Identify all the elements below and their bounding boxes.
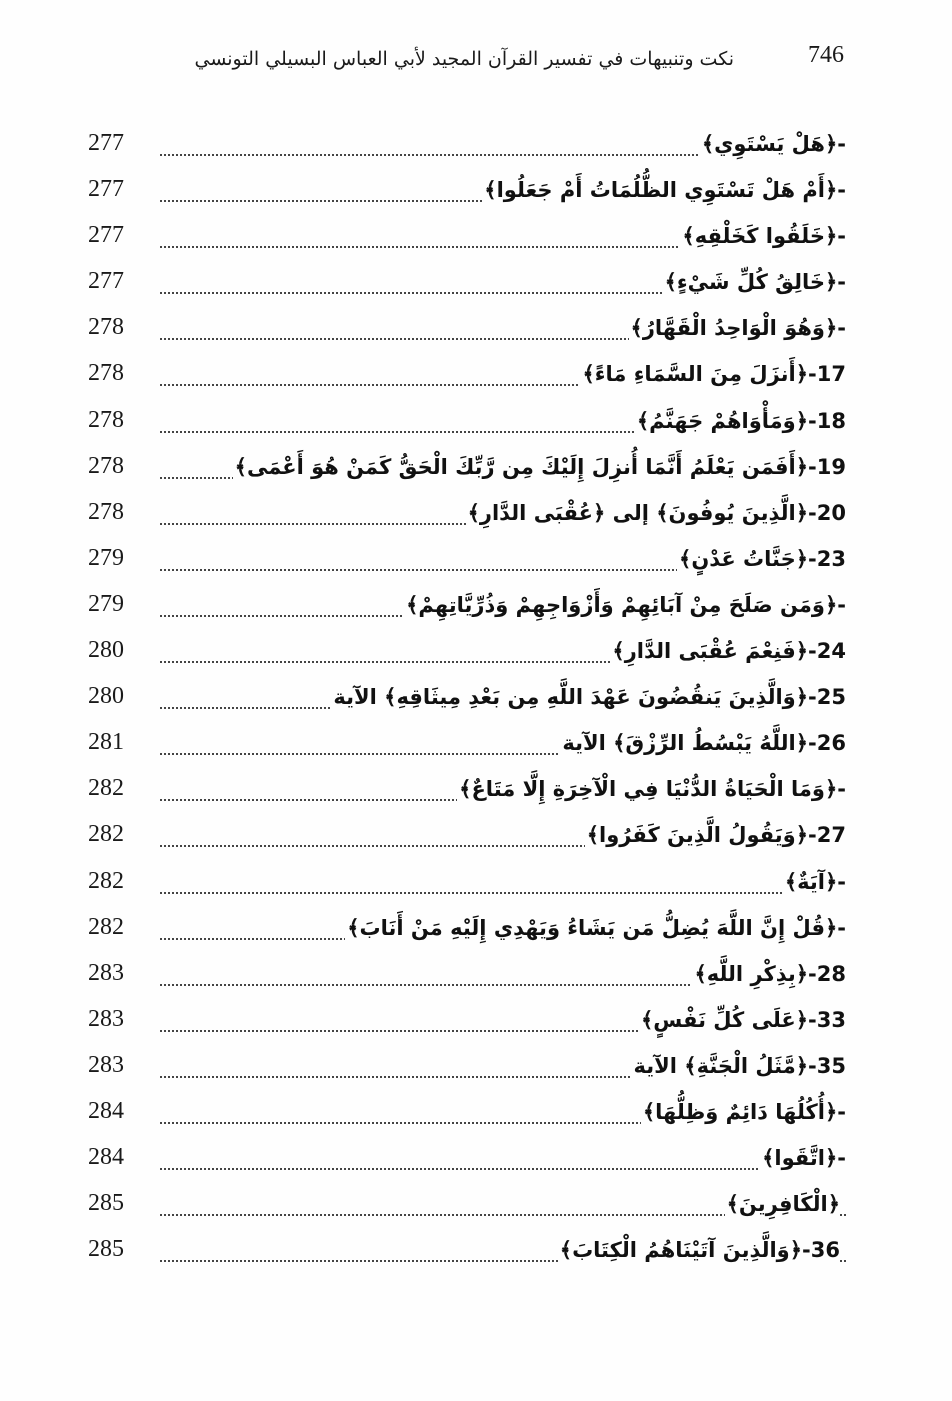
- toc-entry: [88, 262, 846, 308]
- toc-page-number: 277: [88, 222, 124, 249]
- toc-entry: [88, 447, 846, 493]
- toc-entry: [88, 1138, 846, 1184]
- toc-entry-text: ﴿الْكَافِرِينَ﴾: [726, 1192, 840, 1217]
- toc-entry: [88, 954, 846, 1000]
- toc-entry-text: 28-﴿بِذِكْرِ اللَّهِ﴾: [694, 961, 846, 986]
- toc-entry-text: 18-﴿وَمَأْوَاهُمْ جَهَنَّمُ﴾: [636, 408, 846, 433]
- toc-entry: [88, 908, 846, 954]
- toc-entry: [88, 401, 846, 447]
- toc-entry-text: -﴿وَمَن صَلَحَ مِنْ آبَائِهِمْ وَأَزْوَاجِهِمْ وَذُرِّيَّاتِهِمْ﴾: [406, 592, 846, 617]
- toc-page-number: 278: [88, 360, 124, 387]
- toc-entry: [88, 216, 846, 262]
- toc-page-number: 284: [88, 1144, 124, 1171]
- toc-entry-text: -﴿اتَّقَوا﴾: [762, 1146, 846, 1171]
- toc-page-number: 278: [88, 314, 124, 341]
- toc-entry-text: 19-﴿أَفَمَن يَعْلَمُ أَنَّمَا أُنزِلَ إِلَيْكَ مِن رَّبِّكَ الْحَقُّ كَمَنْ هُوَ أَعْمَى﴾: [234, 454, 846, 479]
- toc-entry-text: 20-﴿الَّذِينَ يُوفُونَ﴾ إلى ﴿عُقْبَى الدَّارِ﴾: [467, 500, 846, 525]
- toc-entry-text: -﴿خَلَقُوا كَخَلْقِهِ﴾: [682, 224, 846, 249]
- toc-entry: [88, 723, 846, 769]
- toc-page-number: 285: [88, 1190, 124, 1217]
- toc-page-number: 280: [88, 683, 124, 710]
- toc-entry-text: -﴿أَمْ هَلْ تَسْتَوِي الظُّلُمَاتُ أَمْ جَعَلُوا﴾: [484, 178, 846, 203]
- toc-page-number: 282: [88, 821, 124, 848]
- toc-entry: [88, 539, 846, 585]
- toc-page-number: 280: [88, 637, 124, 664]
- toc-entry-text: -﴿آيَةٌ﴾: [784, 869, 846, 894]
- toc-entry: [88, 769, 846, 815]
- running-header: نكت وتنبيهات في تفسير القرآن المجيد لأبي العباس البسيلي التونسي: [194, 48, 734, 70]
- toc-entry: [88, 493, 846, 539]
- toc-entry-text: 23-﴿جَنَّاتُ عَدْنٍ﴾: [679, 546, 846, 571]
- toc-entry-text: -﴿وَمَا الْحَيَاةُ الدُّنْيَا فِي الْآخِرَةِ إِلَّا مَتَاعٌ﴾: [459, 777, 846, 802]
- toc-entry: [88, 862, 846, 908]
- toc-page-number: 283: [88, 1051, 124, 1078]
- toc-page-number: 277: [88, 176, 124, 203]
- toc-entry: [88, 1184, 846, 1230]
- dot-leader: [160, 1168, 846, 1170]
- toc-entry-text: 36-﴿وَالَّذِينَ آتَيْنَاهُمُ الْكِتَابَ﴾: [559, 1238, 840, 1263]
- toc-entry: [88, 585, 846, 631]
- toc-entry-text: 26-﴿اللَّهُ يَبْسُطُ الرِّزْقَ﴾ الآية: [562, 731, 846, 756]
- toc-page-number: 281: [88, 729, 124, 756]
- toc-page-number: 278: [88, 406, 124, 433]
- toc-entry-text: -﴿وَهُوَ الْوَاحِدُ الْقَهَّارُ﴾: [630, 316, 846, 341]
- toc-entry-text: 27-﴿وَيَقُولُ الَّذِينَ كَفَرُوا﴾: [586, 823, 846, 848]
- toc-entry-text: -﴿قُلْ إِنَّ اللَّهَ يُضِلُّ مَن يَشَاءُ وَيَهْدِي إِلَيْهِ مَنْ أَنَابَ﴾: [347, 915, 846, 940]
- toc-page-number: 277: [88, 130, 124, 156]
- toc-page-number: 285: [88, 1236, 124, 1263]
- table-of-contents: [88, 124, 846, 1276]
- toc-entry-text: 33-﴿عَلَى كُلِّ نَفْسٍ﴾: [641, 1007, 846, 1032]
- toc-entry-text: 17-﴿أَنزَلَ مِنَ السَّمَاءِ مَاءً﴾: [582, 362, 846, 387]
- toc-entry: [88, 1046, 846, 1092]
- toc-page-number: 282: [88, 913, 124, 940]
- toc-entry: [88, 815, 846, 861]
- toc-page-number: 282: [88, 867, 124, 894]
- toc-page-number: 279: [88, 590, 124, 617]
- toc-entry-text: 24-﴿فَنِعْمَ عُقْبَى الدَّارِ﴾: [612, 639, 846, 664]
- toc-page-number: 278: [88, 452, 124, 479]
- toc-entry: [88, 1230, 846, 1276]
- toc-entry: [88, 1092, 846, 1138]
- toc-entry-text: -﴿هَلْ يَسْتَوِي﴾: [701, 132, 846, 156]
- toc-page-number: 282: [88, 775, 124, 802]
- toc-page-number: 279: [88, 544, 124, 571]
- toc-entry-text: 25-﴿وَالَّذِينَ يَنقُضُونَ عَهْدَ اللَّهِ مِن بَعْدِ مِيثَاقِهِ﴾ الآية: [333, 685, 846, 710]
- toc-entry-text: -﴿أُكُلُهَا دَائِمٌ وَظِلُّهَا﴾: [642, 1099, 846, 1124]
- toc-entry: [88, 1000, 846, 1046]
- toc-page-number: 277: [88, 268, 124, 295]
- toc-entry-text: 35-﴿مَّثَلُ الْجَنَّةِ﴾ الآية: [633, 1053, 846, 1078]
- toc-entry: [88, 124, 846, 170]
- page-number: 746: [808, 42, 844, 68]
- toc-entry: [88, 631, 846, 677]
- dot-leader: [160, 892, 846, 894]
- toc-page-number: 278: [88, 498, 124, 525]
- toc-entry: [88, 170, 846, 216]
- toc-page-number: 283: [88, 1005, 124, 1032]
- toc-entry: [88, 354, 846, 400]
- toc-page-number: 284: [88, 1097, 124, 1124]
- toc-page-number: 283: [88, 959, 124, 986]
- toc-entry: [88, 308, 846, 354]
- toc-entry-text: -﴿خَالِقُ كُلِّ شَيْءٍ﴾: [664, 270, 846, 295]
- toc-entry: [88, 677, 846, 723]
